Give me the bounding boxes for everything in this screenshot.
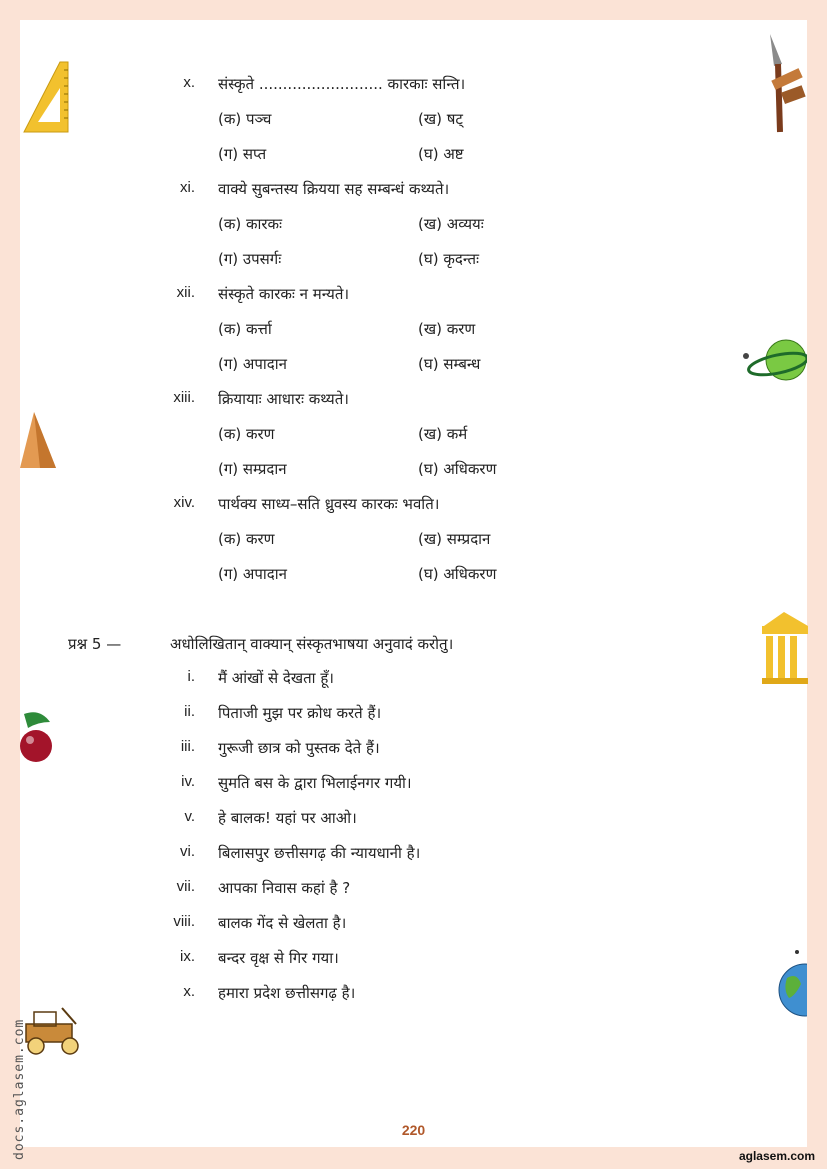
answer-option: (ग) सप्त — [218, 145, 267, 163]
answer-option: (क) पञ्च — [218, 110, 272, 128]
question-5-label: प्रश्न 5 — — [68, 635, 122, 653]
planet-icon — [742, 336, 807, 390]
answer-option: (ख) सम्प्रदान — [418, 530, 491, 548]
fruit-icon — [20, 708, 56, 774]
footer-site: aglasem.com — [738, 1149, 815, 1163]
answer-option: (ख) षट् — [418, 110, 463, 128]
globe-icon — [775, 948, 807, 1024]
answer-option: (घ) अधिकरण — [418, 565, 497, 583]
temple-icon — [760, 608, 808, 690]
question-number: x. — [183, 74, 195, 91]
translation-item-text: बिलासपुर छत्तीसगढ़ की न्यायधानी है। — [218, 844, 421, 862]
translation-item-text: बन्दर वृक्ष से गिर गया। — [218, 949, 339, 967]
question-text: पार्थक्य साध्य–सति ध्रुवस्य कारकः भवति। — [218, 495, 440, 513]
question-number: xiv. — [173, 494, 195, 511]
translation-item-number: vi. — [180, 843, 195, 860]
answer-option: (ख) अव्ययः — [418, 215, 484, 233]
translation-item-number: iv. — [181, 773, 195, 790]
translation-item-text: मैं आंखों से देखता हूँ। — [218, 669, 334, 687]
translation-item-number: viii. — [173, 913, 195, 930]
translation-item-number: i. — [187, 668, 195, 685]
answer-option: (क) करण — [218, 530, 275, 548]
translation-item-text: हमारा प्रदेश छत्तीसगढ़ है। — [218, 984, 356, 1002]
translation-item-text: बालक गेंद से खेलता है। — [218, 914, 347, 932]
spear-icon — [762, 34, 807, 138]
answer-option: (ग) अपादान — [218, 355, 287, 373]
answer-option: (ख) कर्म — [418, 425, 468, 443]
question-text: वाक्ये सुबन्तस्य क्रियया सह सम्बन्धं कथ्यते। — [218, 180, 450, 198]
translation-item-number: v. — [184, 808, 195, 825]
answer-option: (घ) अष्ट — [418, 145, 464, 163]
translation-item-number: iii. — [180, 738, 195, 755]
answer-option: (घ) कृदन्तः — [418, 250, 480, 268]
question-number: xiii. — [173, 389, 195, 406]
question-number: xi. — [180, 179, 195, 196]
answer-option: (क) कारकः — [218, 215, 283, 233]
pyramid-icon — [20, 410, 58, 474]
answer-option: (घ) अधिकरण — [418, 460, 497, 478]
question-text: संस्कृते .......................... कारकाः सन्ति। — [218, 75, 466, 93]
answer-option: (ग) अपादान — [218, 565, 287, 583]
translation-item-text: आपका निवास कहां है ? — [218, 879, 351, 897]
answer-option: (क) कर्त्ता — [218, 320, 272, 338]
translation-item-text: सुमति बस के द्वारा भिलाईनगर गयी। — [218, 774, 412, 792]
translation-item-text: पिताजी मुझ पर क्रोध करते हैं। — [218, 704, 382, 722]
question-number: xii. — [176, 284, 195, 301]
answer-option: (घ) सम्बन्ध — [418, 355, 481, 373]
question-text: क्रियायाः आधारः कथ्यते। — [218, 390, 349, 408]
answer-option: (ग) उपसर्गः — [218, 250, 282, 268]
translation-item-number: ii. — [184, 703, 195, 720]
translation-item-number: x. — [183, 983, 195, 1000]
answer-option: (ग) सम्प्रदान — [218, 460, 287, 478]
page-number: 220 — [401, 1122, 426, 1138]
translation-item-text: हे बालक! यहां पर आओ। — [218, 809, 357, 827]
ruler-icon — [22, 60, 70, 138]
document-page — [20, 20, 807, 1147]
answer-option: (क) करण — [218, 425, 275, 443]
watermark: docs.aglasem.com — [12, 1018, 27, 1160]
car-icon — [22, 1002, 84, 1062]
translation-item-number: vii. — [176, 878, 195, 895]
translation-item-number: ix. — [180, 948, 195, 965]
answer-option: (ख) करण — [418, 320, 476, 338]
translation-item-text: गुरूजी छात्र को पुस्तक देते हैं। — [218, 739, 380, 757]
question-text: संस्कृते कारकः न मन्यते। — [218, 285, 350, 303]
question-5-heading: अधोलिखितान् वाक्यान् संस्कृतभाषया अनुवादं करोतु। — [170, 635, 454, 653]
